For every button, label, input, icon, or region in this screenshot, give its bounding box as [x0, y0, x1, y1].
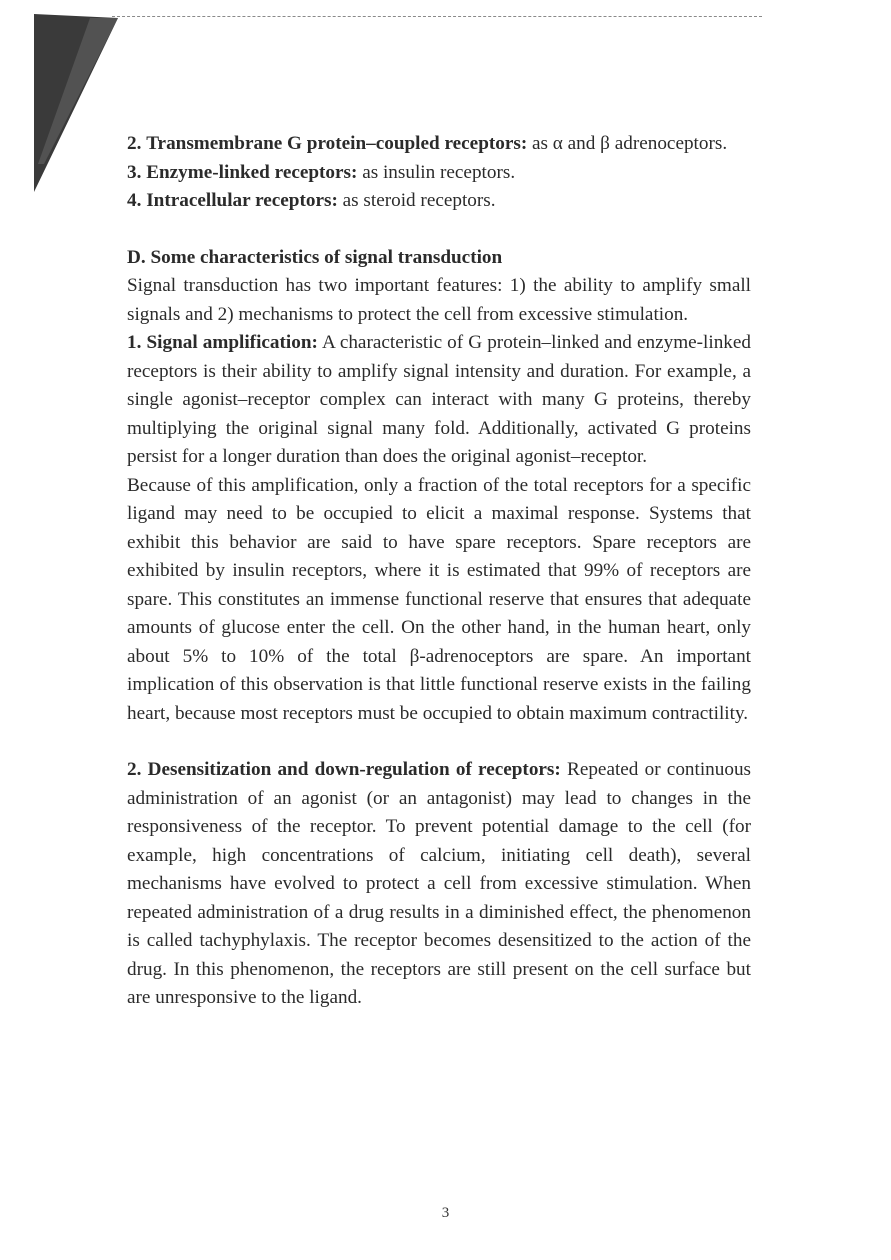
receptor-type-number: 4. — [127, 190, 142, 211]
page-number: 3 — [441, 1205, 450, 1221]
receptor-type-text: as insulin receptors. — [362, 161, 516, 183]
desensitization-paragraph — [127, 756, 751, 1013]
spacer — [127, 216, 751, 244]
receptor-type-number: 2. — [127, 133, 142, 154]
scan-top-rule — [112, 16, 762, 17]
spare-receptors-paragraph: Because of this amplification, only a fraction of the total receptors for a specific ligand may need to be occupied to elicit a maximal response. Systems that exhibit this behavior are said to have spare receptors. Spare receptors are exhibited by insulin receptors, where it is estimated that 99% of receptors are spare. This constitutes an immense functional reserve that ensures that adequate amounts of glucose enter the cell. On the other hand, in the human heart, only about 5% to 10% of the total β-adrenoceptors are spare. An important implication of this observation is that little functional reserve exists in the failing heart, because most receptors must be occupied to obtain maximum contractility. — [127, 474, 751, 724]
spacer — [127, 728, 751, 756]
scan-shadow-corner — [34, 14, 124, 194]
section-intro: Signal transduction has two important features: 1) the ability to amplify small signals and 2) mechanisms to protect the cell from excessive stimulation. — [127, 275, 751, 325]
desensitization-text: Repeated or continuous administration of an agonist (or an antagonist) may lead to changes in the responsiveness of the receptor. To prevent potential damage to the cell (for example, high concentrations of calcium, initiating cell death), several mechanisms have evolved to protect a cell from excessive stimulation. When repeated administration of a drug results in a diminished effect, the phenomenon is called tachyphylaxis. The receptor becomes desensitized to the action of the drug. In this phenomenon, the receptors are still present on the cell surface but are unresponsive to the ligand. — [127, 759, 752, 1008]
receptor-type-number: 3. — [127, 161, 142, 183]
receptor-type-name: Enzyme-linked receptors: — [146, 161, 358, 183]
section-heading: D. Some characteristics of signal transduction — [127, 246, 503, 268]
signal-amplification-label: 1. Signal amplification: — [127, 332, 318, 353]
receptor-type-text: as steroid receptors. — [342, 190, 496, 211]
receptor-type-name: Transmembrane G protein–coupled receptors: — [146, 133, 528, 154]
receptor-type-name: Intracellular receptors: — [146, 190, 338, 211]
desensitization-label: 2. Desensitization and down-regulation of receptors: — [127, 759, 561, 780]
signal-amplification-paragraph — [127, 329, 751, 472]
document-body — [127, 130, 751, 1013]
receptor-type-4 — [127, 187, 751, 216]
signal-amplification-text: A characteristic of G protein–linked and enzyme-linked receptors is their ability to amplify signal intensity and duration. For example, a single agonist–receptor complex can interact with many G proteins, thereby multiplying the original signal many fold. Additionally, activated G proteins persist for a longer duration than does the original agonist–receptor. — [127, 332, 752, 467]
receptor-type-3 — [127, 159, 751, 188]
receptor-type-text: as α and β adrenoceptors. — [532, 133, 728, 154]
receptor-type-2 — [127, 130, 751, 159]
